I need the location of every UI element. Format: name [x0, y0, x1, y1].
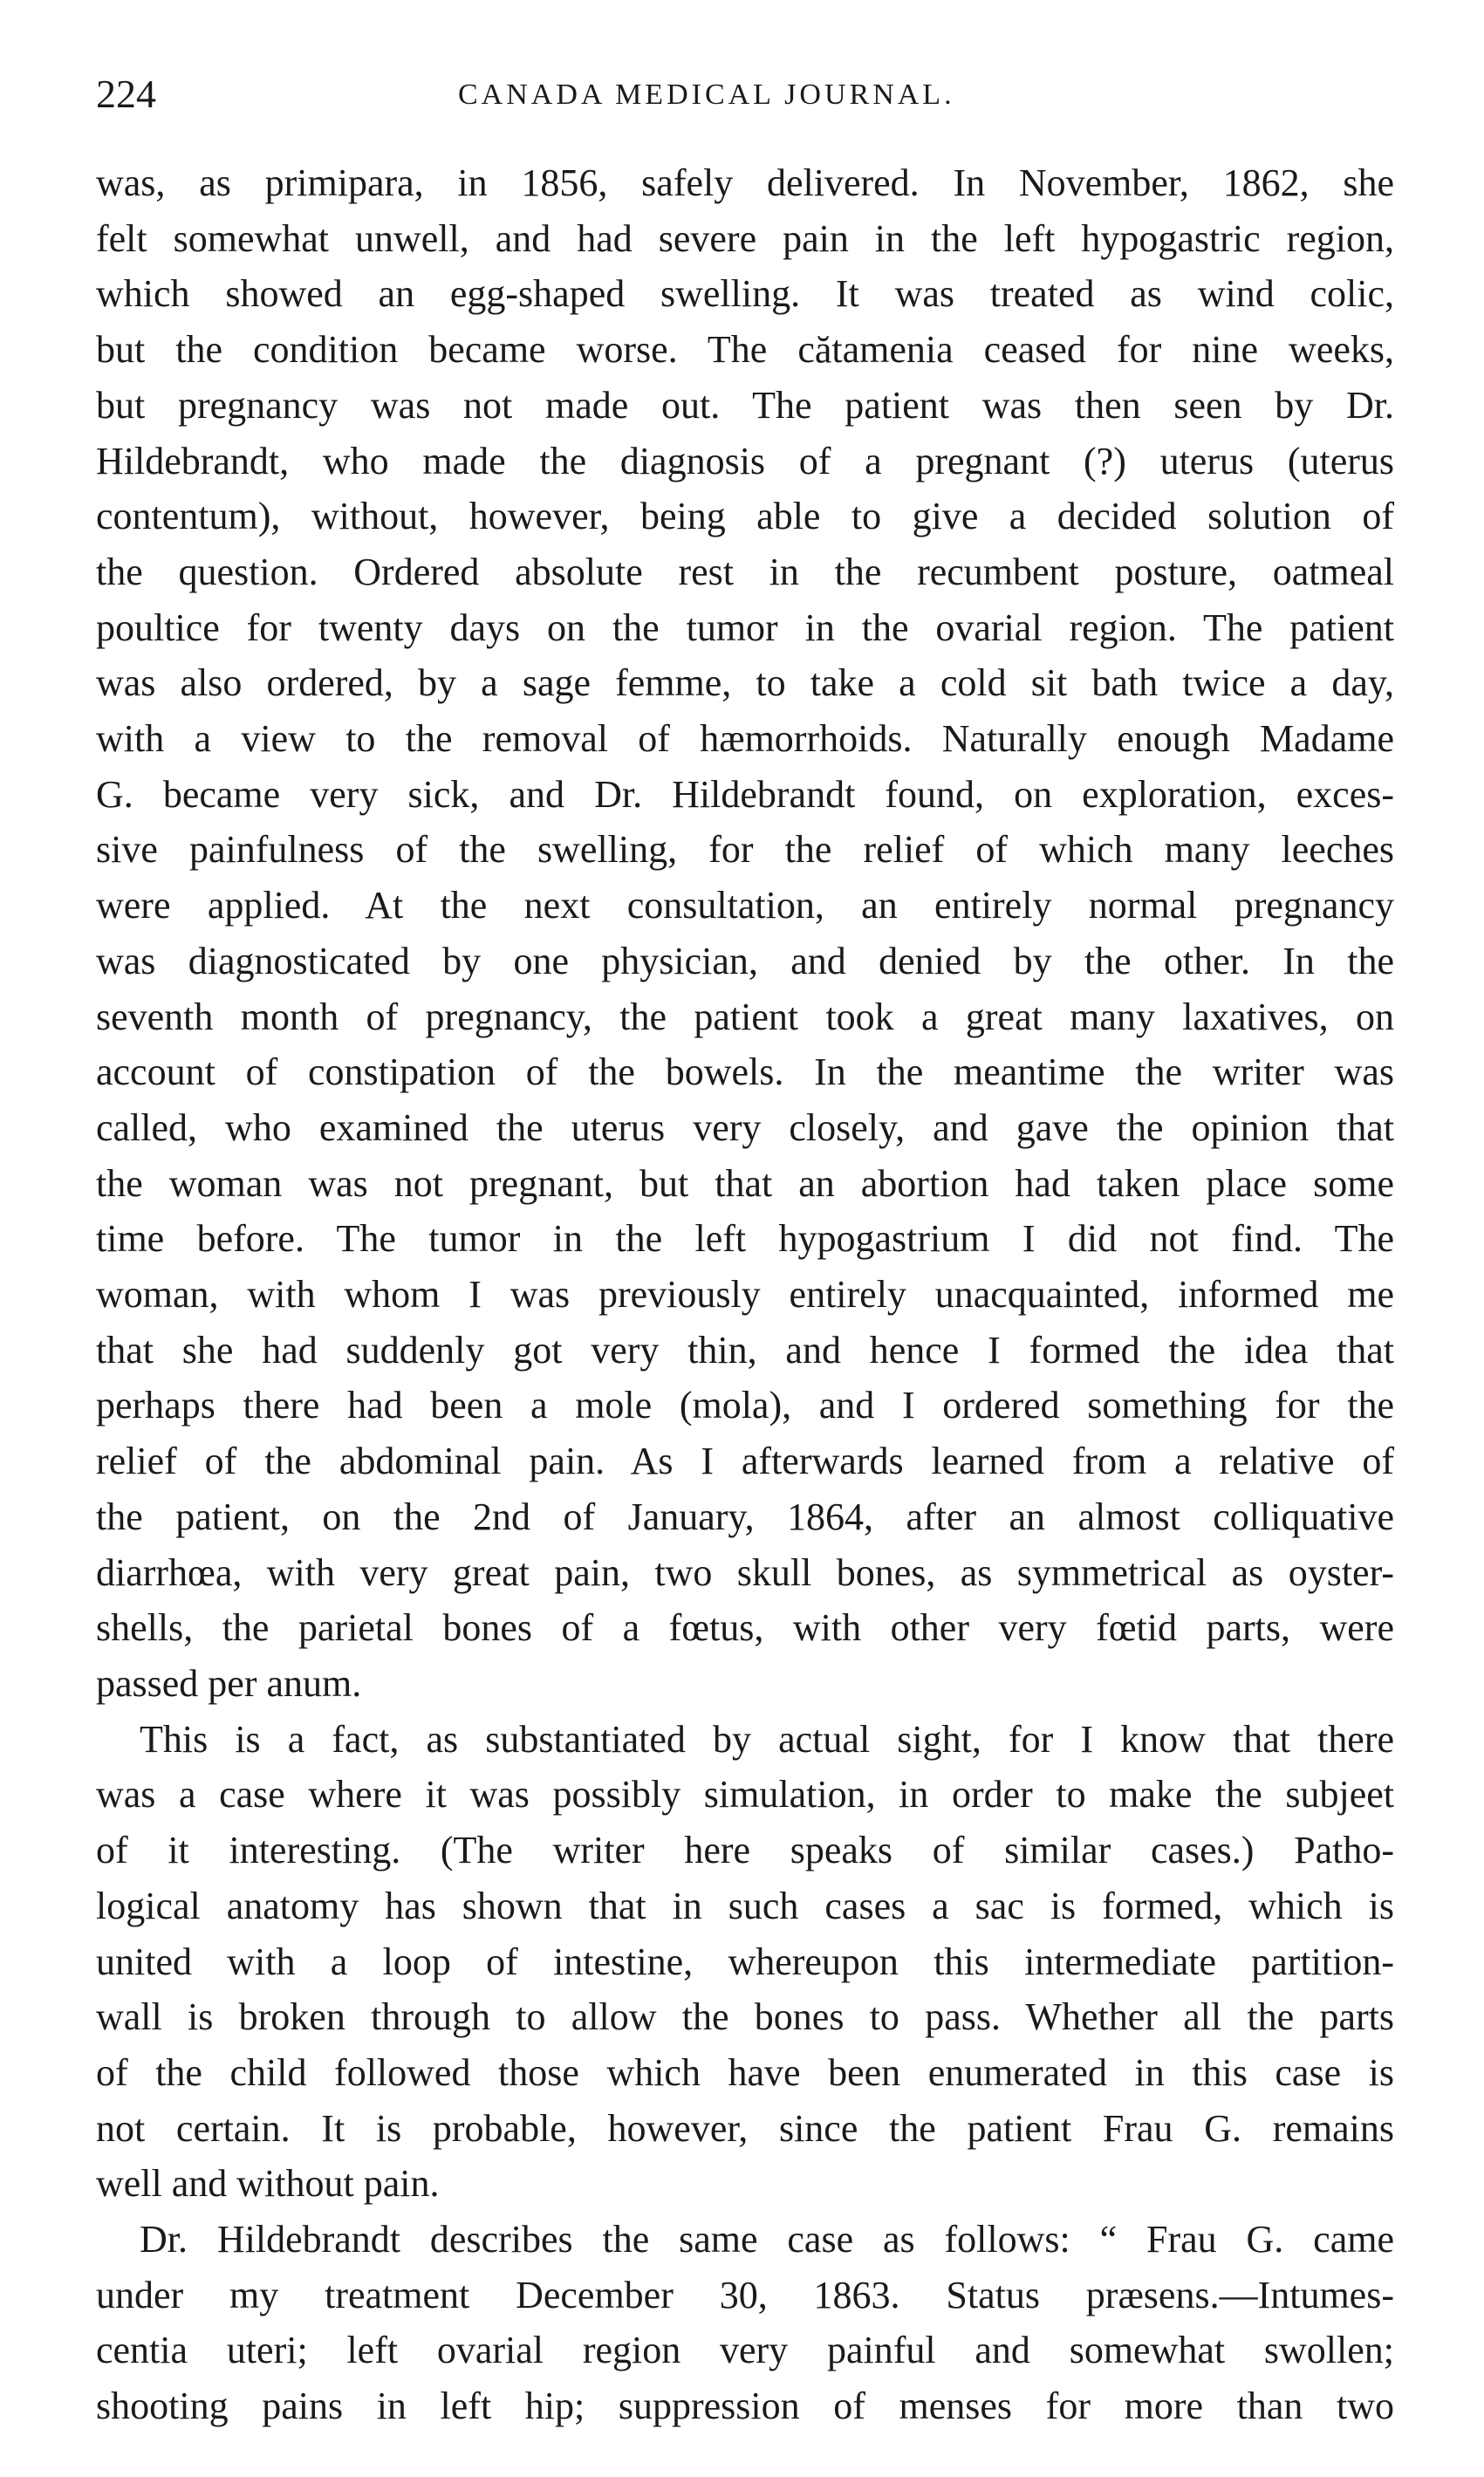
text-line: was diagnosticated by one physician, and denied by the other. In the: [96, 939, 1394, 982]
text-line: woman, with whom I was previously entirely unacquainted, informed me: [96, 1273, 1394, 1317]
text-line: with a view to the removal of hæmorrhoids. Naturally enough Madame: [96, 717, 1394, 761]
paragraph: [96, 1712, 1394, 2212]
text-line: sive painfulness of the swelling, for the relief of which many leeches: [96, 828, 1394, 872]
text-line: the woman was not pregnant, but that an abortion had taken place some: [96, 1161, 1394, 1205]
page-number: 224: [96, 72, 156, 116]
text-line: G. became very sick, and Dr. Hildebrandt found, on exploration, exces-: [96, 772, 1394, 816]
text-line: centia uteri; left ovarial region very painful and somewhat swollen;: [96, 2329, 1394, 2372]
text-line: shells, the parietal bones of a fœtus, with other very fœtid parts, were: [96, 1606, 1394, 1650]
text-line: diarrhœa, with very great pain, two skull bones, as symmetrical as oyster-: [96, 1550, 1394, 1594]
text-line: shooting pains in left hip; suppression of menses for more than two: [96, 2385, 1394, 2428]
text-line: passed per anum.: [96, 1661, 362, 1705]
text-line: not certain. It is probable, however, since the patient Frau G. remains: [96, 2106, 1394, 2150]
paragraph: [96, 2212, 1394, 2434]
text-line: of the child followed those which have been enumerated in this case is: [96, 2050, 1394, 2094]
text-line: Hildebrandt, who made the diagnosis of a pregnant (?) uterus (uterus: [96, 439, 1394, 482]
text-line: under my treatment December 30, 1863. Status præsens.—Intumes-: [96, 2273, 1394, 2316]
text-line: perhaps there had been a mole (mola), and I ordered something for the: [96, 1384, 1394, 1427]
paragraph: [96, 155, 1394, 1712]
text-line: united with a loop of intestine, whereupon this intermediate partition-: [96, 1940, 1394, 1983]
running-title: CANADA MEDICAL JOURNAL.: [458, 79, 955, 111]
text-line: well and without pain.: [96, 2162, 440, 2206]
page-header: [96, 68, 1405, 120]
text-line: which showed an egg-shaped swelling. It was treated as wind colic,: [96, 272, 1394, 316]
text-line: of it interesting. (The writer here speaks of similar cases.) Patho-: [96, 1829, 1394, 1872]
text-line: account of constipation of the bowels. In the meantime the writer was: [96, 1050, 1394, 1094]
text-line: seventh month of pregnancy, the patient took a great many laxatives, on: [96, 995, 1394, 1038]
text-line: Dr. Hildebrandt describes the same case as follows: “ Frau G. came: [140, 2218, 1394, 2261]
text-line: was also ordered, by a sage femme, to take a cold sit bath twice a day,: [96, 661, 1394, 705]
text-line: contentum), without, however, being able to give a decided solution of: [96, 495, 1394, 538]
text-line: the patient, on the 2nd of January, 1864, after an almost colliquative: [96, 1495, 1394, 1538]
text-line: were applied. At the next consultation, an entirely normal pregnancy: [96, 884, 1394, 927]
text-line: that she had suddenly got very thin, and hence I formed the idea that: [96, 1328, 1394, 1372]
text-line: was a case where it was possibly simulation, in order to make the subjeet: [96, 1773, 1394, 1817]
text-line: but pregnancy was not made out. The patient was then seen by Dr.: [96, 383, 1394, 427]
text-line: time before. The tumor in the left hypogastrium I did not find. The: [96, 1217, 1394, 1261]
text-line: wall is broken through to allow the bones to pass. Whether all the parts: [96, 1995, 1394, 2039]
text-line: felt somewhat unwell, and had severe pain in the left hypogastric region,: [96, 216, 1394, 260]
text-line: poultice for twenty days on the tumor in the ovarial region. The patient: [96, 606, 1394, 649]
text-line: the question. Ordered absolute rest in the recumbent posture, oatmeal: [96, 550, 1394, 593]
text-line: logical anatomy has shown that in such cases a sac is formed, which is: [96, 1884, 1394, 1927]
text-line: called, who examined the uterus very closely, and gave the opinion that: [96, 1105, 1394, 1149]
text-line: but the condition became worse. The cătamenia ceased for nine weeks,: [96, 328, 1394, 372]
text-line: was, as primipara, in 1856, safely delivered. In November, 1862, she: [96, 161, 1394, 204]
article-body: [96, 155, 1394, 2434]
text-line: This is a fact, as substantiated by actual sight, for I know that there: [140, 1717, 1394, 1761]
text-line: relief of the abdominal pain. As I afterwards learned from a relative of: [96, 1440, 1394, 1483]
